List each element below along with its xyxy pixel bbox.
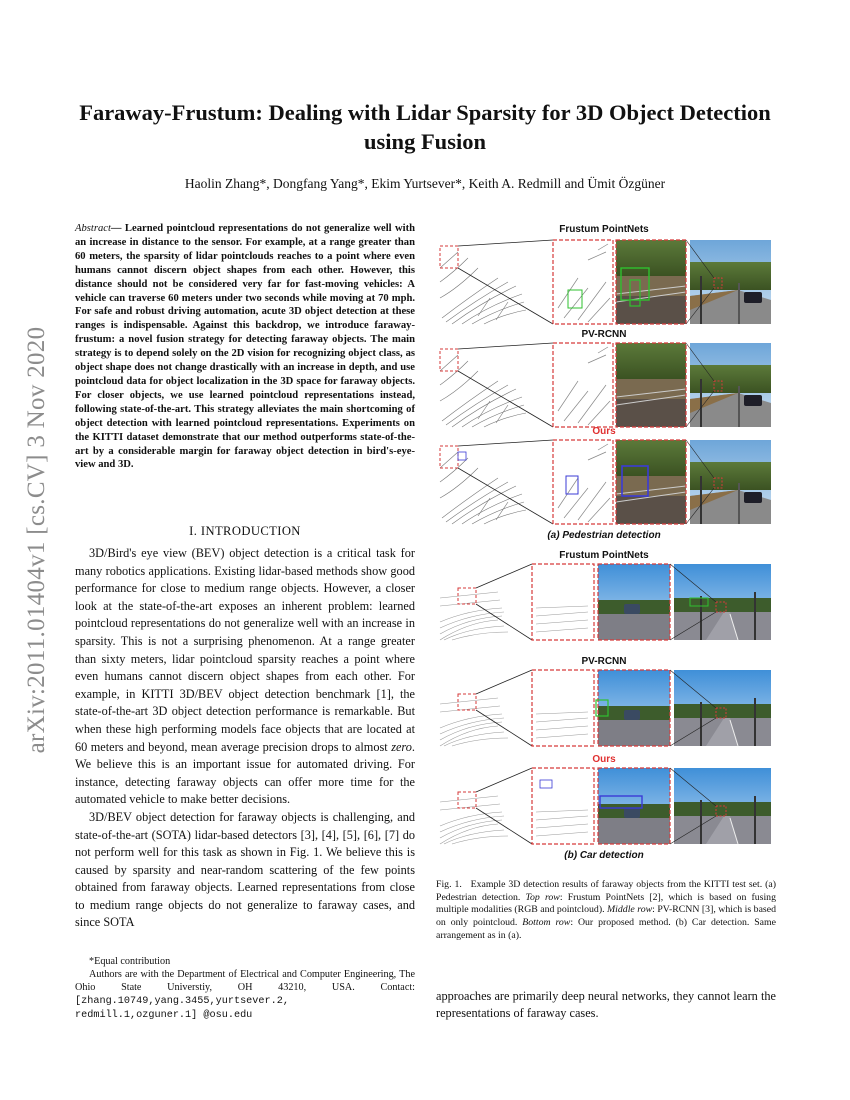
- ped-row-label-2: PV-RCNN: [581, 329, 627, 340]
- car-row-frustum: [438, 562, 771, 642]
- intro-p1-a: 3D/Bird's eye view (BEV) object detection is a critical task for many robotics applications. Existing lidar-based methods show good performance for close to medium range objects. However, a closer look at the state-of-the-art exposes an inherent problem: learned pointcloud representations do not generalize well with an increase in sparsity. This is not a surprising phenomenon. At a range greater than sixty meters, lidar pointcloud sparsity reaches a point where even humans cannot discern object shapes from each other. For example, in KITTI 3D/BEV object detection benchmark [1], the state-of-the-art 3D object detection performance is remarkable. But when these high performing models face objects that are located at 60 meters and beyond, mean average precision drops to almost: [75, 546, 415, 754]
- right-column-continuation: approaches are primarily deep neural networks, they cannot learn the representations of faraway cases.: [436, 989, 776, 1020]
- car-row-pvrcnn: [438, 668, 771, 748]
- car-row-label-3: Ours: [592, 754, 616, 765]
- ped-row-label-1: Frustum PointNets: [559, 224, 649, 235]
- car-caption: (b) Car detection: [564, 850, 644, 861]
- ped-row-ours: [438, 438, 771, 526]
- car-row-label-2: PV-RCNN: [581, 656, 627, 667]
- caption-top-row: Top row: [525, 891, 560, 903]
- footnotes: [75, 955, 415, 1022]
- author-list: Haolin Zhang*, Dongfang Yang*, Ekim Yurtsever*, Keith A. Redmill and Ümit Özgüner: [184, 176, 666, 191]
- affiliation-text: Authors are with the Department of Electrical and Computer Engineering, The Ohio State Universtiy, OH 43210, USA. Contact:: [75, 969, 415, 993]
- caption-middle-row: Middle row: [607, 904, 653, 916]
- intro-paragraph-1: [75, 545, 415, 809]
- caption-s1: Example 3D detection results of faraway objects from the KITTI test set. (a) Pedestrian detection.: [436, 879, 776, 903]
- car-row-ours: [438, 766, 771, 846]
- ped-row-pvrcnn: [438, 341, 771, 429]
- abstract-label: Abstract: [75, 223, 111, 234]
- intro-paragraph-2: 3D/BEV object detection for faraway objects is challenging, and state-of-the-art (SOTA) lidar-based detectors [3], [4], [5], [6], [7] do not perform well for this task as shown in Fig. 1. We believe this is caused by sparsity and near-random scattering of the few points obtained from faraway objects. Learned representations from close to medium range objects do not generalize to faraway cases, and since SOTA: [75, 809, 415, 930]
- ped-row-frustum: [438, 238, 771, 326]
- abstract-dash: —: [110, 223, 125, 234]
- figure-1: [436, 220, 776, 870]
- caption-s4: : Our proposed method. (b) Car detection. Same arrangement as in (a).: [436, 917, 776, 941]
- intro-p1-b: . We believe this is an important issue for automated driving. For instance, detecting faraway objects can offer more time for the automated vehicle to make better decisions.: [75, 739, 415, 807]
- car-row-label-1: Frustum PointNets: [559, 550, 649, 561]
- intro-p1-em: zero: [391, 739, 412, 754]
- ped-caption: (a) Pedestrian detection: [547, 530, 661, 541]
- arxiv-sidebar-stamp: [12, 290, 62, 790]
- arxiv-id: arXiv:2011.01404v1 [cs.CV] 3 Nov 2020: [23, 326, 50, 754]
- caption-bottom-row: Bottom row: [522, 917, 571, 929]
- intro-body: [75, 545, 415, 932]
- paper-title: Faraway-Frustum: Dealing with Lidar Sparsity for 3D Object Detection using Fusion: [79, 100, 771, 154]
- abstract: [75, 222, 415, 472]
- abstract-text: Learned pointcloud representations do not generalize well with an increase in distance to the sensor. For example, at a range greater than 60 meters, the sparsity of lidar pointclouds reaches to a point where even humans cannot discern object shapes from each other. However, this distance should not be considered very far for fast-moving vehicles: A vehicle can traverse 60 meters under two seconds while moving at 70 mph. For safe and robust driving automation, acute 3D object detection at these ranges is indispensable. Against this backdrop, we introduce faraway-frustum: a novel fusion strategy for detecting faraway objects. The main strategy is to depend solely on the 2D vision for recognizing object class, as object shape does not change drastically with an increase in depth, and use pointcloud data for object localization in the 3D space for faraway objects. For closer objects, we use learned pointcloud representations instead, following state-of-the-art. This strategy alleviates the main shortcoming of object detection with learned pointcloud representations. Experiments on the KITTI dataset demonstrate that our method outperforms state-of-the-art by a considerable margin for faraway object detection in bird's-eye-view and 3D.: [75, 223, 416, 471]
- figure-caption: [436, 879, 776, 943]
- caption-label: Fig. 1.: [436, 879, 462, 890]
- caption-s2: : Frustum PointNets [2], which is based on fusing multiple modalities (RGB and pointcloud).: [436, 891, 776, 916]
- ped-row-label-3: Ours: [592, 426, 616, 437]
- contact-emails: [zhang.10749,yang.3455,yurtsever.2, redmill.1,ozguner.1] @osu.edu: [75, 996, 289, 1021]
- section-heading: I. INTRODUCTION: [189, 524, 301, 538]
- caption-s3: : PV-RCNN [3], which is based on only pointcloud.: [436, 904, 776, 929]
- footnote-affiliation: [75, 968, 415, 1022]
- footnote-equal: *Equal contribution: [89, 956, 171, 967]
